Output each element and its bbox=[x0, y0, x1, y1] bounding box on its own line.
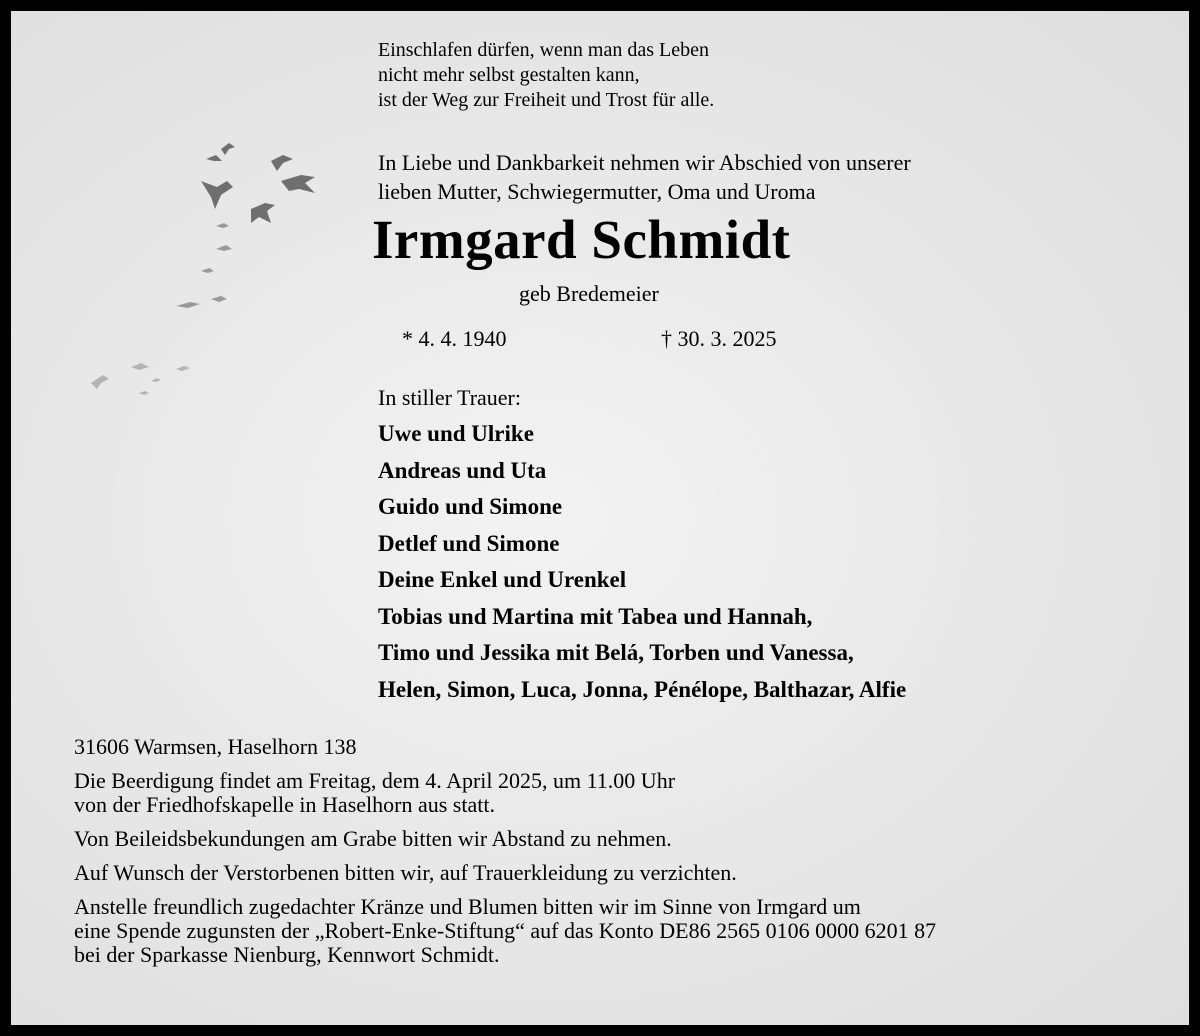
mourners-list bbox=[378, 416, 906, 708]
funeral-info bbox=[74, 769, 1154, 817]
address bbox=[74, 735, 1154, 759]
donation-note bbox=[74, 895, 1154, 967]
list-item: Helen, Simon, Luca, Jonna, Pénélope, Balthazar, Alfie bbox=[378, 676, 907, 702]
maiden-name: geb Bredemeier bbox=[519, 281, 659, 306]
poem bbox=[378, 38, 714, 113]
birth-date: * 4. 4. 1940 bbox=[402, 326, 507, 351]
funeral-line: Die Beerdigung findet am Freitag, dem 4. April 2025, um 11.00 Uhr bbox=[74, 768, 676, 793]
list-item: Detlef und Simone bbox=[378, 530, 560, 556]
list-item: Tobias und Martina mit Tabea und Hannah, bbox=[378, 603, 813, 629]
donation-line: bei der Sparkasse Nienburg, Kennwort Schmidt. bbox=[74, 942, 500, 967]
list-item: Deine Enkel und Urenkel bbox=[378, 567, 627, 592]
intro-line: In Liebe und Dankbarkeit nehmen wir Abschied von unserer bbox=[378, 150, 911, 175]
condolences-text: Von Beileidsbekundungen am Grabe bitten wir Abstand zu nehmen. bbox=[74, 826, 672, 851]
flying-birds-icon bbox=[81, 131, 341, 401]
deceased-name: Irmgard Schmidt bbox=[372, 209, 791, 270]
address-text: 31606 Warmsen, Haselhorn 138 bbox=[74, 734, 357, 759]
list-item: Uwe und Ulrike bbox=[378, 421, 534, 446]
poem-line: nicht mehr selbst gestalten kann, bbox=[378, 64, 640, 86]
donation-line: eine Spende zugunsten der „Robert-Enke-Stiftung“ auf das Konto DE86 2565 0106 0000 6201 87 bbox=[74, 918, 937, 943]
attire-note bbox=[74, 861, 1154, 885]
poem-line: ist der Weg zur Freiheit und Trost für alle. bbox=[378, 89, 715, 111]
list-item: Timo und Jessika mit Belá, Torben und Vanessa, bbox=[378, 640, 854, 665]
donation-line: Anstelle freundlich zugedachter Kränze und Blumen bitten wir im Sinne von Irmgard um bbox=[74, 894, 861, 919]
notice-details bbox=[74, 735, 1154, 977]
poem-line: Einschlafen dürfen, wenn man das Leben bbox=[378, 39, 709, 61]
list-item: Guido und Simone bbox=[378, 494, 563, 519]
funeral-line: von der Friedhofskapelle in Haselhorn aus statt. bbox=[74, 792, 495, 817]
intro-line: lieben Mutter, Schwiegermutter, Oma und Uroma bbox=[378, 179, 816, 204]
mourning-label: In stiller Trauer: bbox=[378, 385, 521, 410]
list-item: Andreas und Uta bbox=[378, 457, 547, 483]
condolences-note bbox=[74, 827, 1154, 851]
death-date: † 30. 3. 2025 bbox=[661, 326, 777, 351]
attire-text: Auf Wunsch der Verstorbenen bitten wir, auf Trauerkleidung zu verzichten. bbox=[74, 860, 737, 885]
farewell-intro bbox=[378, 148, 911, 206]
